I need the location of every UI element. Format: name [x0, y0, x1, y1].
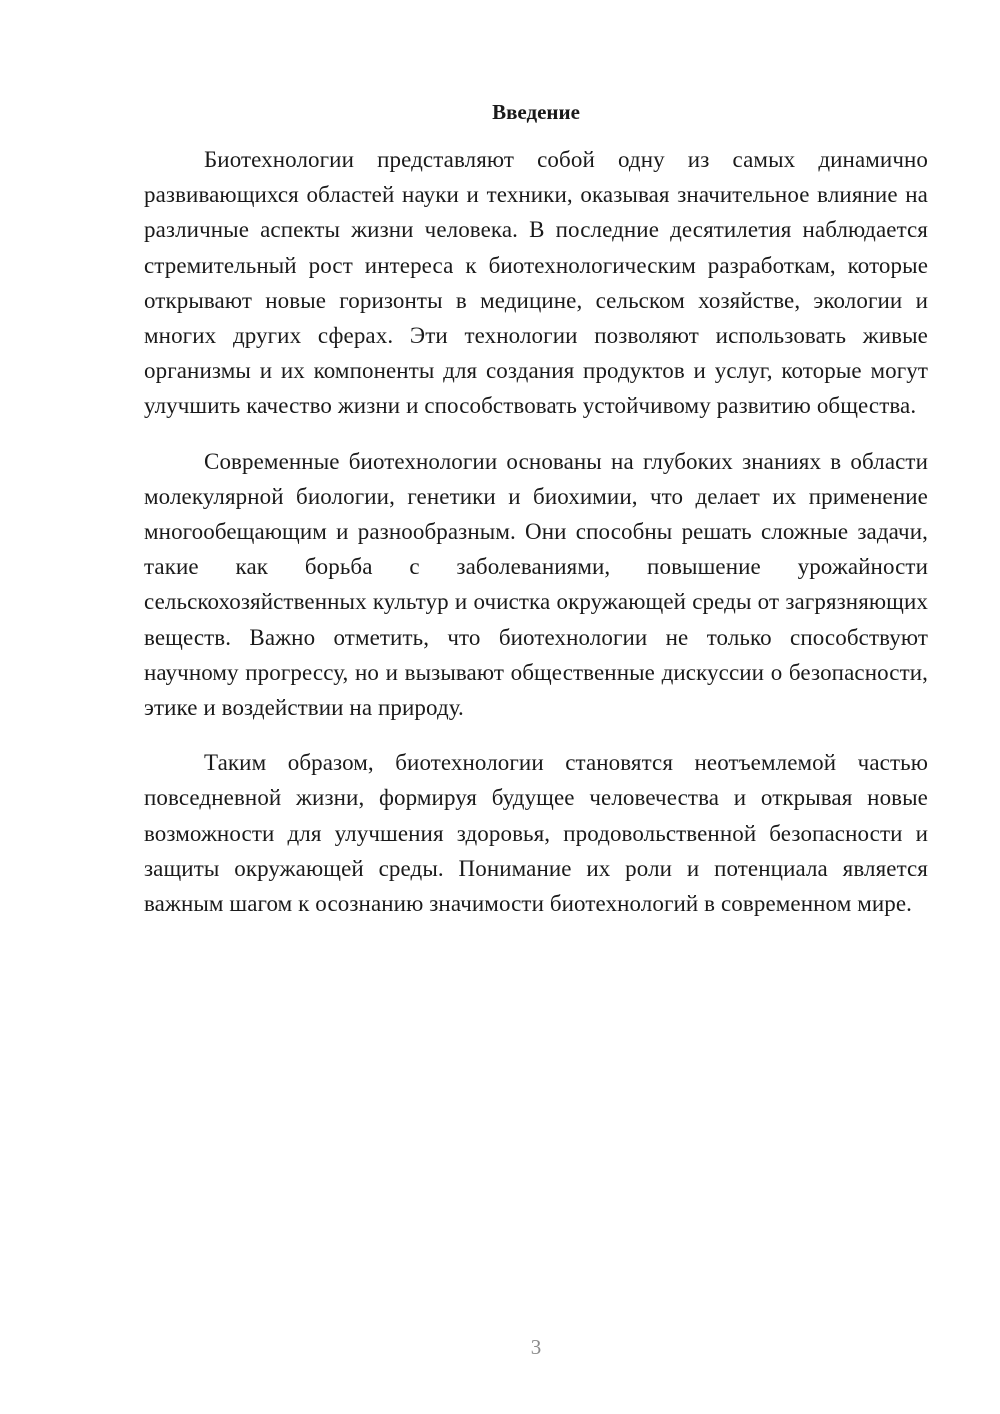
paragraph-1: Биотехнологии представляют собой одну из самых динамично развивающихся областей науки и техники, оказывая значительное влияние на различные аспекты жизни человека. В последние десятилетия наблюдается стремительный рост интереса к биотехнологическим разработкам, которые открывают новые горизонты в медицине, сельском хозяйстве, экологии и многих других сферах. Эти технологии позволяют использовать живые организмы и их компоненты для создания продуктов и услуг, которые могут улучшить качество жизни и способствовать устойчивому развитию общества.: [144, 147, 928, 419]
page-number: 3: [530, 1335, 542, 1359]
body-text: [144, 142, 928, 941]
paragraph-3: Таким образом, биотехнологии становятся неотъемлемой частью повседневной жизни, формируя будущее человечества и открывая новые возможности для улучшения здоровья, продовольственной безопасности и защиты окружающей среды. Понимание их роли и потенциала является важным шагом к осознанию значимости биотехнологий в современном мире.: [144, 750, 928, 917]
section-title: Введение: [492, 100, 580, 124]
paragraph-2: Современные биотехнологии основаны на глубоких знаниях в области молекулярной биологии, генетики и биохимии, что делает их применение многообещающим и разнообразным. Они способны решать сложные задачи, такие как борьба с заболеваниями, повышение урожайности сельскохозяйственных культур и очистка окружающей среды от загрязняющих веществ. Важно отметить, что биотехнологии не только способствуют научному прогрессу, но и вызывают общественные дискуссии о безопасности, этике и воздействии на природу.: [144, 448, 928, 721]
